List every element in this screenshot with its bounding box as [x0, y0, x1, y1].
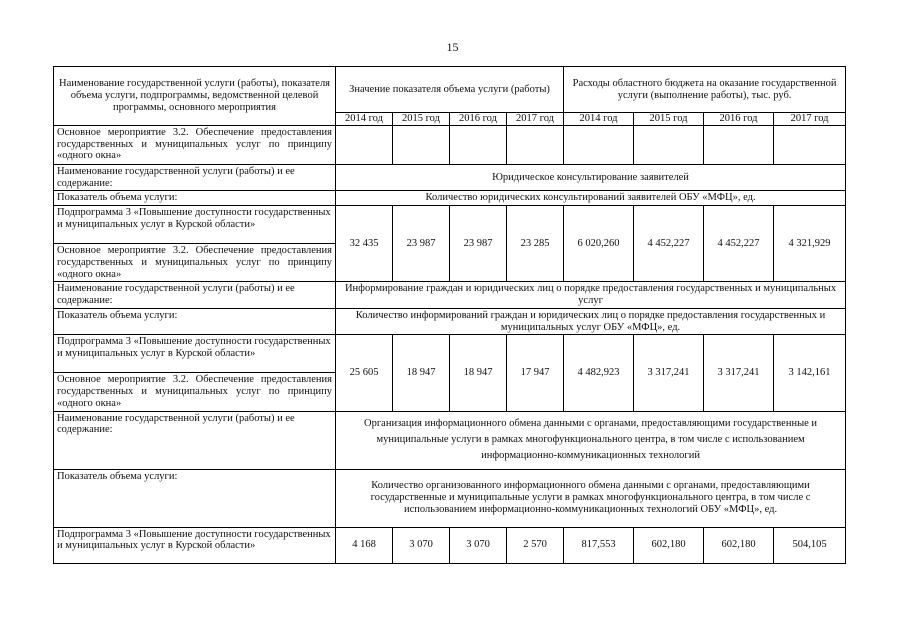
value-cell: 504,105 [774, 527, 846, 563]
indicator-label: Показатель объема услуги: [54, 191, 336, 206]
year-header: 2016 год [450, 113, 507, 126]
indicator-value: Количество организованного информационного обмена данными с органами, предоставляющими государственные и муниципальные услуги в рамках многофункционального центра, в том числе с использованием информационно-коммуникационных технологий ОБУ «МФЦ», ед. [336, 469, 846, 527]
event-label: Основное мероприятие 3.2. Обеспечение предоставления государственных и муниципальных услуг по принципу «одного окна» [54, 373, 336, 411]
value-cell: 23 987 [393, 206, 450, 282]
year-header: 2017 год [774, 113, 846, 126]
subprogram-label: Подпрограмма 3 «Повышение доступности государственных и муниципальных услуг в Курской области» [54, 206, 336, 244]
value-cell: 3 070 [393, 527, 450, 563]
value-cell: 23 285 [507, 206, 564, 282]
event-label: Основное мероприятие 3.2. Обеспечение предоставления государственных и муниципальных услуг по принципу «одного окна» [54, 125, 336, 164]
service-name-value: Юридическое консультирование заявителей [336, 164, 846, 191]
year-header: 2015 год [393, 113, 450, 126]
year-header: 2016 год [704, 113, 774, 126]
budget-table [53, 66, 846, 564]
year-header: 2015 год [634, 113, 704, 126]
value-cell: 3 142,161 [774, 335, 846, 411]
value-cell: 4 452,227 [634, 206, 704, 282]
value-cell: 25 605 [336, 335, 393, 411]
subprogram-label: Подпрограмма 3 «Повышение доступности государственных и муниципальных услуг в Курской области» [54, 335, 336, 373]
value-cell: 32 435 [336, 206, 393, 282]
service-name-value: Организация информационного обмена данными с органами, предоставляющими государственные и муниципальные услуги в рамках многофункционального центра, в том числе с использованием информационно-коммуникационных технологий [336, 411, 846, 469]
indicator-label: Показатель объема услуги: [54, 308, 336, 335]
value-cell: 17 947 [507, 335, 564, 411]
value-cell: 3 317,241 [634, 335, 704, 411]
header-volume-group: Значение показателя объема услуги (работы) [336, 67, 564, 113]
value-cell: 6 020,260 [564, 206, 634, 282]
service-name-label: Наименование государственной услуги (работы) и ее содержание: [54, 411, 336, 469]
value-cell: 3 070 [450, 527, 507, 563]
value-cell: 602,180 [634, 527, 704, 563]
page-number: 15 [446, 40, 459, 54]
value-cell: 18 947 [393, 335, 450, 411]
value-cell: 4 452,227 [704, 206, 774, 282]
value-cell: 3 317,241 [704, 335, 774, 411]
value-cell: 4 321,929 [774, 206, 846, 282]
service-name-value: Информирование граждан и юридических лиц о порядке предоставления государственных и муниципальных услуг [336, 282, 846, 309]
service-name-label: Наименование государственной услуги (работы) и ее содержание: [54, 282, 336, 309]
year-header: 2014 год [564, 113, 634, 126]
indicator-value: Количество юридических консультирований заявителей ОБУ «МФЦ», ед. [336, 191, 846, 206]
header-expense-group: Расходы областного бюджета на оказание государственной услуги (выполнение работы), тыс. руб. [564, 67, 846, 113]
indicator-value: Количество информирований граждан и юридических лиц о порядке предоставления государственных и муниципальных услуг ОБУ «МФЦ», ед. [336, 308, 846, 335]
indicator-label: Показатель объема услуги: [54, 469, 336, 527]
value-cell: 4 482,923 [564, 335, 634, 411]
value-cell: 817,553 [564, 527, 634, 563]
year-header: 2017 год [507, 113, 564, 126]
value-cell: 23 987 [450, 206, 507, 282]
subprogram-label: Подпрограмма 3 «Повышение доступности государственных и муниципальных услуг в Курской области» [54, 527, 336, 563]
service-name-label: Наименование государственной услуги (работы) и ее содержание: [54, 164, 336, 191]
header-col-name: Наименование государственной услуги (работы), показателя объема услуги, подпрограммы, ведомственной целевой программы, основного мероприятия [54, 67, 336, 126]
value-cell: 18 947 [450, 335, 507, 411]
year-header: 2014 год [336, 113, 393, 126]
event-label: Основное мероприятие 3.2. Обеспечение предоставления государственных и муниципальных услуг по принципу «одного окна» [54, 244, 336, 282]
value-cell: 4 168 [336, 527, 393, 563]
value-cell: 2 570 [507, 527, 564, 563]
value-cell: 602,180 [704, 527, 774, 563]
